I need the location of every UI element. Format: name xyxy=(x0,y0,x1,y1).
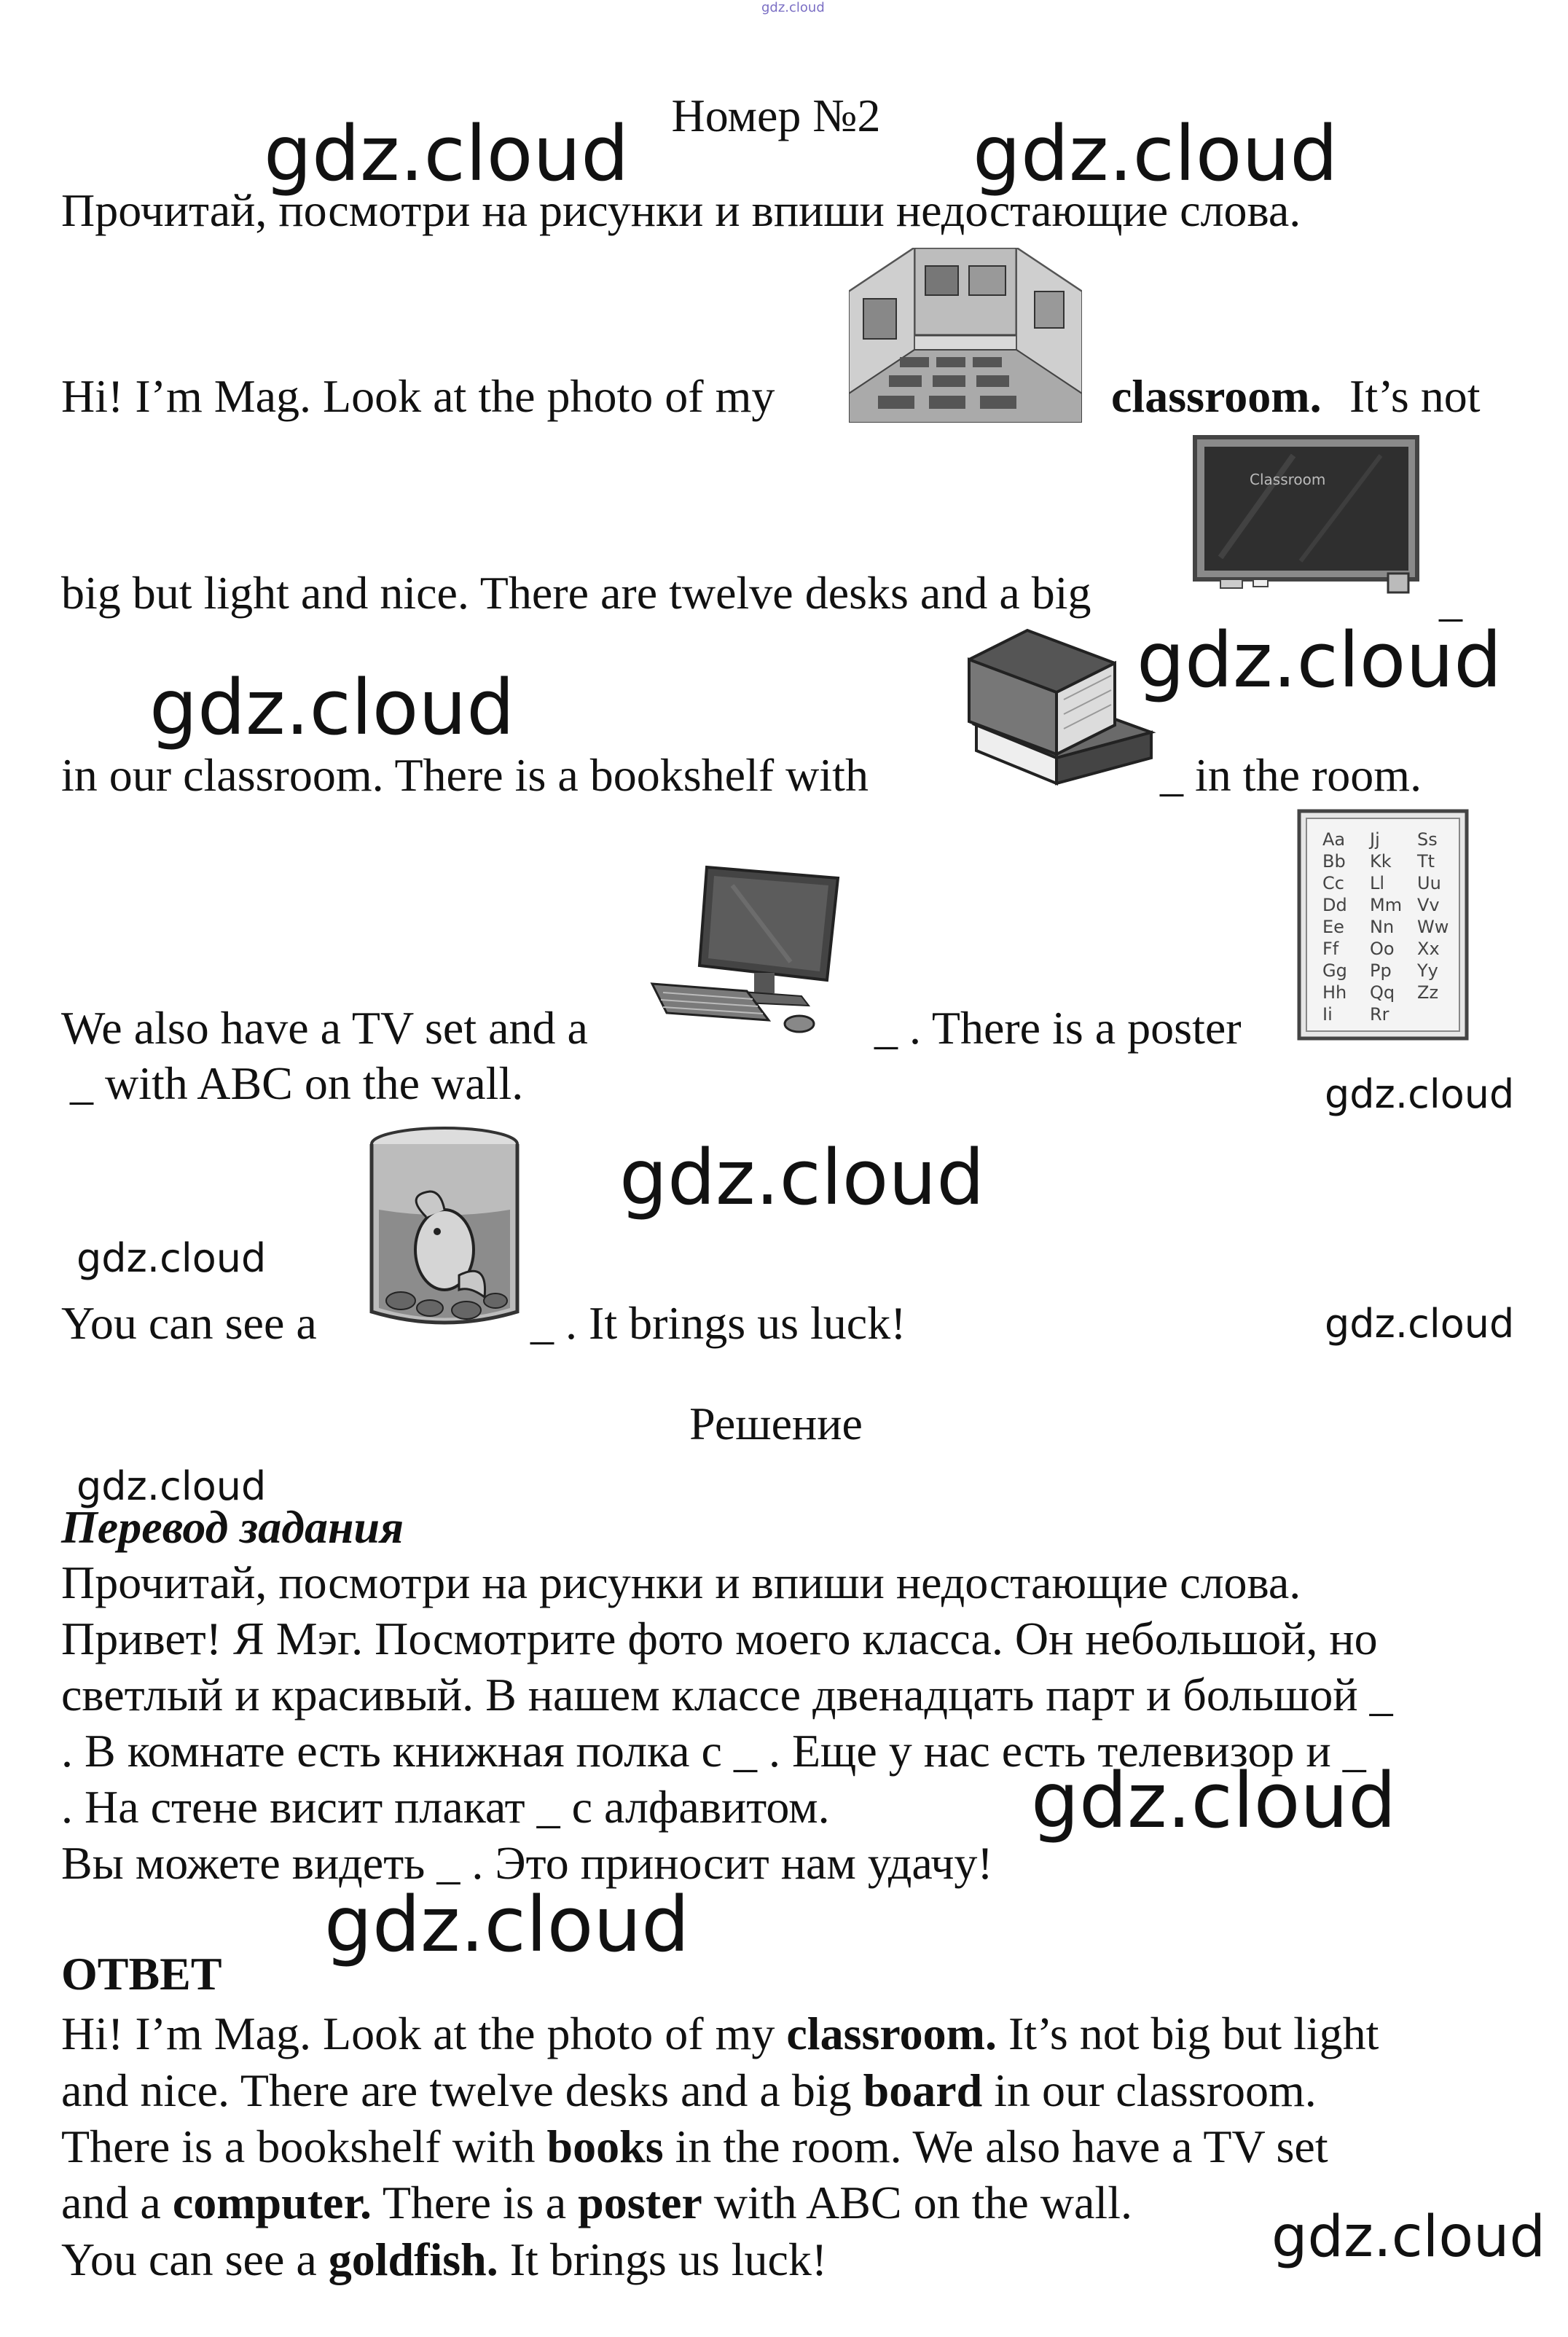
poster-letter: Oo xyxy=(1370,939,1395,959)
poster-letter: Ee xyxy=(1322,917,1344,937)
translation-line-6: Вы можете видеть _ . Это приносит нам удачу! xyxy=(61,1837,993,1889)
poster-letter: Kk xyxy=(1370,851,1392,872)
watermark: gdz.cloud xyxy=(77,1235,267,1281)
answer-word-poster: poster xyxy=(578,2177,702,2228)
computer-picture xyxy=(645,864,849,1060)
translation-line-4: . В комнате есть книжная полка с _ . Еще у нас есть телевизор и _ xyxy=(61,1725,1366,1777)
answer-title: ОТВЕТ xyxy=(61,1948,222,2000)
watermark: gdz.cloud xyxy=(1031,1756,1397,1845)
answer-word-books: books xyxy=(546,2121,664,2172)
exercise-line-4-start: We also have a TV set and a xyxy=(61,1002,588,1054)
poster-letter: Mm xyxy=(1370,895,1403,915)
poster-letter: Pp xyxy=(1370,960,1392,981)
exercise-line-3-end: _ in the room. xyxy=(1160,749,1422,801)
translation-line-1: Прочитай, посмотри на рисунки и впиши недостающие слова. xyxy=(61,1557,1301,1608)
poster-letter: Bb xyxy=(1322,851,1346,872)
poster-letter: Jj xyxy=(1370,829,1380,850)
classroom-word: classroom. xyxy=(1111,370,1322,422)
exercise-line-5: _ with ABC on the wall. xyxy=(70,1057,524,1109)
books-picture xyxy=(962,623,1159,791)
board-text: Classroom xyxy=(1250,471,1326,488)
answer-word-board: board xyxy=(863,2064,983,2116)
answer-line-2: and nice. There are twelve desks and a big board in our classroom. xyxy=(61,2064,1317,2116)
translation-line-5: . На стене висит плакат _ с алфавитом. xyxy=(61,1781,830,1833)
answer-word-computer: computer. xyxy=(172,2177,372,2228)
exercise-line-1-end: It’s not xyxy=(1349,370,1481,422)
poster-letter: Xx xyxy=(1417,939,1440,959)
poster-letter: Qq xyxy=(1370,982,1395,1003)
translation-line-2: Привет! Я Мэг. Посмотрите фото моего класса. Он небольшой, но xyxy=(61,1613,1378,1664)
watermark: gdz.cloud xyxy=(1271,2204,1545,2270)
poster-letter: Uu xyxy=(1417,873,1441,893)
answer-line-1: Hi! I’m Mag. Look at the photo of my classroom. It’s not big but light xyxy=(61,2008,1379,2059)
exercise-line-1-start: Hi! I’m Mag. Look at the photo of my xyxy=(61,370,775,422)
poster-letter: Yy xyxy=(1417,960,1438,981)
goldfish-picture xyxy=(361,1122,528,1334)
poster-letter: Zz xyxy=(1417,982,1439,1003)
poster-letter: Rr xyxy=(1370,1004,1389,1025)
watermark: gdz.cloud xyxy=(324,1880,690,1969)
exercise-line-1-word xyxy=(1111,368,1322,425)
watermark: gdz.cloud xyxy=(77,1463,267,1509)
poster-letter: Nn xyxy=(1370,917,1395,937)
watermark: gdz.cloud xyxy=(973,109,1338,198)
exercise-line-6-end: _ . It brings us luck! xyxy=(530,1297,906,1349)
abc-poster-picture xyxy=(1293,805,1475,1046)
poster-letter: Ii xyxy=(1322,1004,1333,1025)
answer-word-goldfish: goldfish. xyxy=(328,2234,498,2285)
classroom-picture xyxy=(849,248,1082,423)
poster-letter: Ww xyxy=(1417,917,1449,937)
watermark: gdz.cloud xyxy=(1137,616,1502,705)
exercise-line-4-end: _ . There is a poster xyxy=(874,1002,1242,1054)
poster-letter: Aa xyxy=(1322,829,1346,850)
poster-letter: Ll xyxy=(1370,873,1385,893)
top-watermark: gdz.cloud xyxy=(761,0,825,15)
watermark: gdz.cloud xyxy=(149,663,515,752)
task-title: Номер №2 xyxy=(671,90,881,141)
exercise-line-2-blank: _ xyxy=(1439,574,1462,626)
poster-letter: Tt xyxy=(1417,851,1435,872)
poster-letter: Dd xyxy=(1322,895,1347,915)
watermark: gdz.cloud xyxy=(1325,1071,1515,1117)
translation-title: Перевод задания xyxy=(61,1501,404,1553)
instruction: Прочитай, посмотри на рисунки и впиши недостающие слова. xyxy=(61,184,1301,236)
exercise-line-6-start: You can see a xyxy=(61,1297,317,1349)
answer-word-classroom: classroom. xyxy=(786,2008,997,2059)
translation-line-3: светлый и красивый. В нашем классе двенадцать парт и большой _ xyxy=(61,1669,1393,1721)
answer-line-3: There is a bookshelf with books in the room. We also have a TV set xyxy=(61,2121,1328,2172)
poster-letter: Gg xyxy=(1322,960,1347,981)
poster-letter: Vv xyxy=(1417,895,1440,915)
watermark: gdz.cloud xyxy=(619,1133,985,1222)
poster-letter: Cc xyxy=(1322,873,1344,893)
answer-line-5: You can see a goldfish. It brings us luck! xyxy=(61,2234,828,2285)
exercise-line-3-start: in our classroom. There is a bookshelf with xyxy=(61,749,869,801)
poster-letter: Hh xyxy=(1322,982,1347,1003)
board-picture xyxy=(1191,434,1424,601)
answer-line-4: and a computer. There is a poster with ABC on the wall. xyxy=(61,2177,1132,2228)
solution-title: Решение xyxy=(689,1398,863,1449)
exercise-line-2: big but light and nice. There are twelve desks and a big xyxy=(61,567,1091,619)
watermark: gdz.cloud xyxy=(264,109,630,198)
poster-letter: Ff xyxy=(1322,939,1339,959)
watermark: gdz.cloud xyxy=(1325,1301,1515,1347)
poster-letter: Ss xyxy=(1417,829,1438,850)
